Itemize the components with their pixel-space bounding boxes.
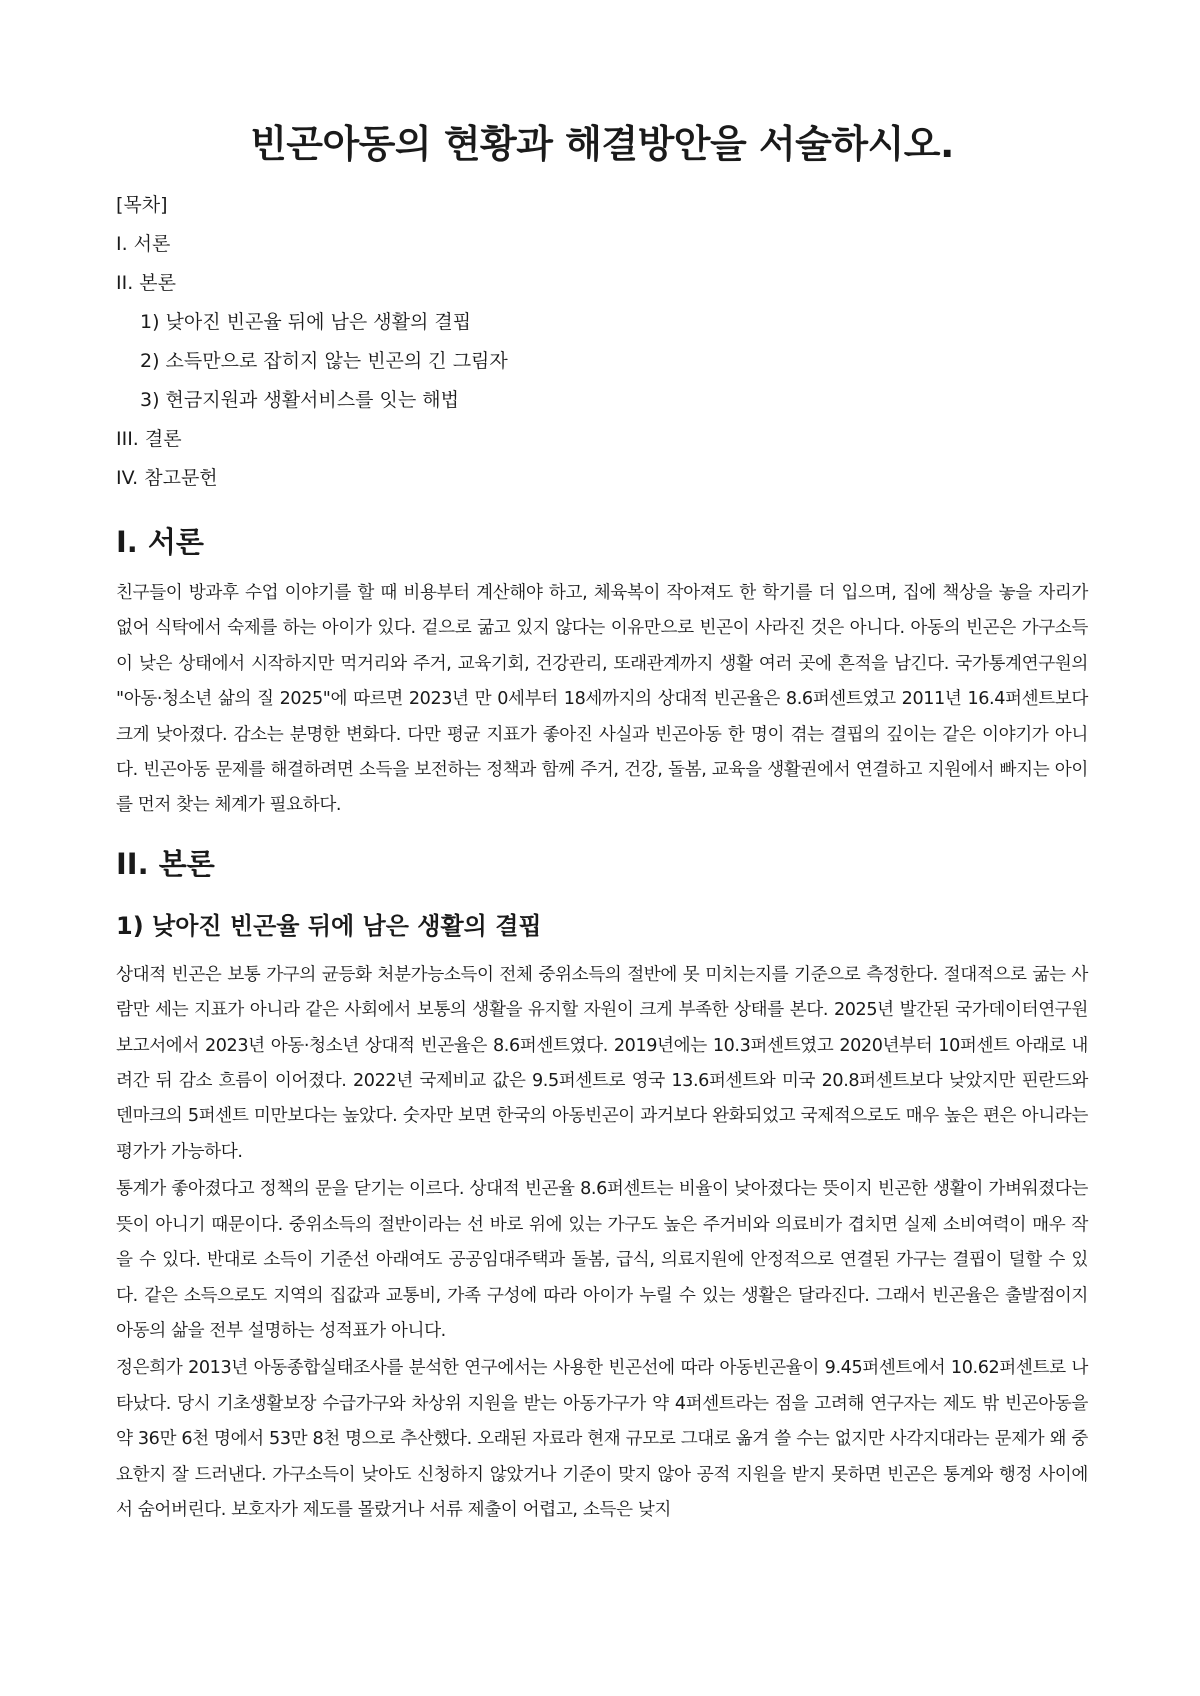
table-of-contents [116,186,1088,498]
body-paragraph: 통계가 좋아졌다고 정책의 문을 닫기는 이르다. 상대적 빈곤율 8.6퍼센트는 비율이 낮아졌다는 뜻이지 빈곤한 생활이 가벼워졌다는 뜻이 아니기 때문이다. 중위소득의 절반이라는 선 바로 위에 있는 가구도 높은 주거비와 의료비가 겹치면 실제 소비여력이 매우 작을 수 있다. 반대로 소득이 기준선 아래여도 공공임대주택과 돌봄, 급식, 의료지원에 안정적으로 연결된 가구는 결핍이 덜할 수 있다. 같은 소득으로도 지역의 집값과 교통비, 가족 구성에 따라 아이가 누릴 수 있는 생활은 달라진다. 그래서 빈곤율은 출발점이지 아동의 삶을 전부 설명하는 성적표가 아니다. [116,1179,1088,1341]
intro-paragraph: 친구들이 방과후 수업 이야기를 할 때 비용부터 계산해야 하고, 체육복이 작아져도 한 학기를 더 입으며, 집에 책상을 놓을 자리가 없어 식탁에서 숙제를 하는 아이가 있다. 겉으로 굶고 있지 않다는 이유만으로 빈곤이 사라진 것은 아니다. 아동의 빈곤은 가구소득이 낮은 상태에서 시작하지만 먹거리와 주거, 교육기회, 건강관리, 또래관계까지 생활 여러 곳에 흔적을 남긴다. 국가통계연구원의 "아동·청소년 삶의 질 2025"에 따르면 2023년 만 0세부터 18세까지의 상대적 빈곤율은 8.6퍼센트였고 2011년 16.4퍼센트보다 크게 낮아졌다. 감소는 분명한 변화다. 다만 평균 지표가 좋아진 사실과 빈곤아동 한 명이 겪는 결핍의 깊이는 같은 이야기가 아니다. 빈곤아동 문제를 해결하려면 소득을 보전하는 정책과 함께 주거, 건강, 돌봄, 교육을 생활권에서 연결하고 지원에서 빠지는 아이를 먼저 찾는 체계가 필요하다. [116,583,1088,816]
toc-item-conclusion: III. 결론 [116,428,182,450]
toc-item-body-sub3: 3) 현금지원과 생활서비스를 잇는 해법 [140,389,459,411]
toc-item-body-sub1: 1) 낮아진 빈곤율 뒤에 남은 생활의 결핍 [140,311,472,333]
body-paragraph: 정은희가 2013년 아동종합실태조사를 분석한 연구에서는 사용한 빈곤선에 따라 아동빈곤율이 9.45퍼센트에서 10.62퍼센트로 나타났다. 당시 기초생활보장 수급가구와 차상위 지원을 받는 아동가구가 약 4퍼센트라는 점을 고려해 연구자는 제도 밖 빈곤아동을 약 36만 6천 명에서 53만 8천 명으로 추산했다. 오래된 자료라 현재 규모로 그대로 옮겨 쓸 수는 없지만 사각지대라는 문제가 왜 중요한지 잘 드러낸다. 가구소득이 낮아도 신청하지 않았거나 기준이 맞지 않아 공적 지원을 받지 못하면 빈곤은 통계와 행정 사이에서 숨어버린다. 보호자가 제도를 몰랐거나 서류 제출이 어렵고, 소득은 낮지 [116,1358,1088,1520]
toc-heading: [목차] [116,194,168,216]
section-heading-body: II. 본론 [116,846,215,881]
body-paragraph: 상대적 빈곤은 보통 가구의 균등화 처분가능소득이 전체 중위소득의 절반에 못 미치는지를 기준으로 측정한다. 절대적으로 굶는 사람만 세는 지표가 아니라 같은 사회에서 보통의 생활을 유지할 자원이 크게 부족한 상태를 본다. 2025년 발간된 국가데이터연구원 보고서에서 2023년 아동·청소년 상대적 빈곤율은 8.6퍼센트였다. 2019년에는 10.3퍼센트였고 2020년부터 10퍼센트 아래로 내려간 뒤 감소 흐름이 이어졌다. 2022년 국제비교 값은 9.5퍼센트로 영국 13.6퍼센트와 미국 20.8퍼센트보다 낮았지만 핀란드와 덴마크의 5퍼센트 미만보다는 높았다. 숫자만 보면 한국의 아동빈곤이 과거보다 완화되었고 국제적으로도 매우 높은 편은 아니라는 평가가 가능하다. [116,964,1088,1162]
subsection-heading-1: 1) 낮아진 빈곤율 뒤에 남은 생활의 결핍 [116,911,542,940]
toc-item-body: II. 본론 [116,272,176,294]
toc-item-references: IV. 참고문헌 [116,467,218,489]
toc-item-intro: I. 서론 [116,233,171,255]
section-heading-intro: I. 서론 [116,525,204,559]
document-title: 빈곤아동의 현황과 해결방안을 서술하시오. [250,122,954,166]
toc-item-body-sub2: 2) 소득만으로 잡히지 않는 빈곤의 긴 그림자 [140,350,508,372]
